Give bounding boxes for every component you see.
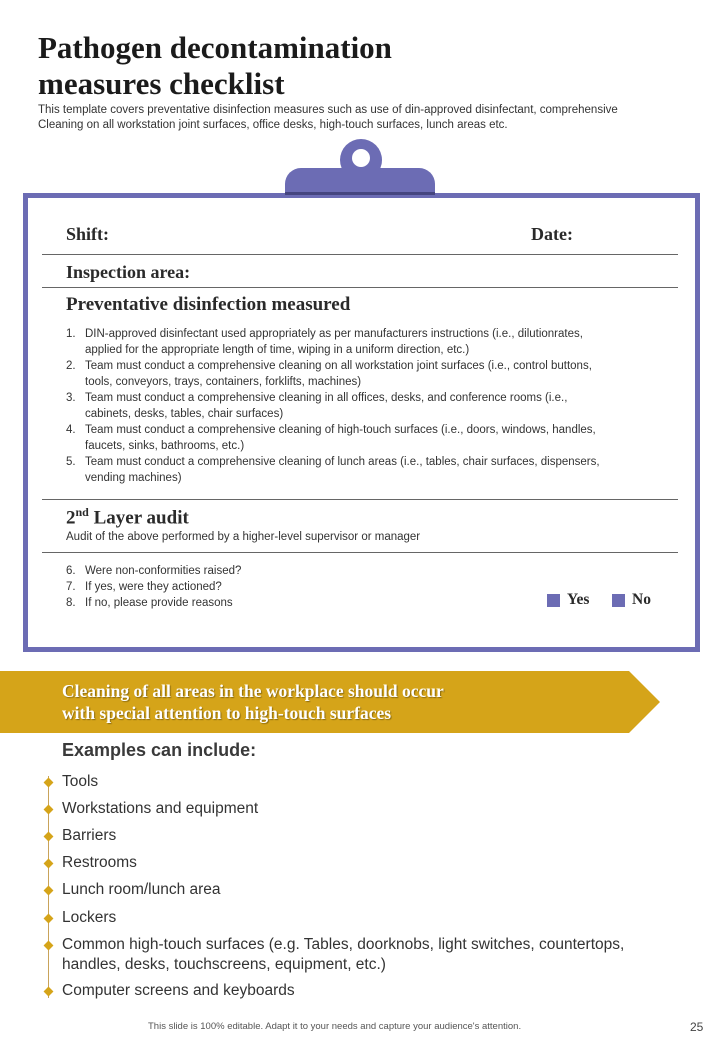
audit-heading-text: Layer audit [88,507,189,529]
audit-heading-number: 2 [66,507,76,529]
item-text: If yes, were they actioned? [85,581,222,593]
item-number: 1. [66,328,76,340]
example-item: Restrooms [62,854,137,871]
item-line: vending machines) [85,472,182,484]
shift-label: Shift: [66,224,110,244]
example-item: Common high-touch surfaces (e.g. Tables, doorknobs, light switches, countertops, handles, desks, touchscreens, equipment, etc.) [62,936,625,973]
item-line: tools, conveyors, trays, containers, forklifts, machines) [85,376,362,388]
diamond-bullet-icon [44,914,54,924]
divider [42,499,678,500]
list-item [66,358,682,390]
audit-description: Audit of the above performed by a higher-level supervisor or manager [66,531,421,543]
list-item [66,595,682,611]
questions-list [66,563,682,611]
item-text: If no, please provide reasons [85,597,233,609]
subtitle-line-2: Cleaning on all workstation joint surfaces, office desks, high-touch surfaces, lunch areas etc. [38,119,508,131]
date-label: Date: [531,224,573,244]
item-line: Team must conduct a comprehensive cleaning of high-touch surfaces (i.e., doors, windows, handles, [85,424,596,436]
item-line: cabinets, desks, tables, chair surfaces) [85,408,284,420]
example-item: Lunch room/lunch area [62,881,221,898]
audit-heading-sup: nd [75,505,89,519]
diamond-bullet-icon [44,778,54,788]
title-line-1: Pathogen decontamination [38,30,392,65]
yes-option[interactable] [547,591,589,609]
item-number: 2. [66,360,76,372]
no-checkbox-icon[interactable] [612,594,625,607]
example-item: Lockers [62,909,117,926]
page-number: 25 [690,1020,704,1034]
item-line: Team must conduct a comprehensive cleaning in all offices, desks, and conference rooms (i.e., [85,392,568,404]
item-text: Were non-conformities raised? [85,565,242,577]
footer-note: This slide is 100% editable. Adapt it to your needs and capture your audience's attention. [148,1021,522,1032]
example-item: Computer screens and keyboards [62,982,295,999]
diamond-bullet-icon [44,805,54,815]
measures-list [66,326,682,486]
item-number: 3. [66,392,76,404]
inspection-area-label: Inspection area: [66,262,191,282]
diamond-bullet-icon [44,832,54,842]
divider [42,254,678,255]
item-text [85,326,583,358]
list-item [66,390,682,422]
banner-line-1: Cleaning of all areas in the workplace should occur [62,681,444,701]
item-line: Team must conduct a comprehensive cleaning of lunch areas (i.e., tables, chair surfaces, dispensers, [85,456,600,468]
item-line: faucets, sinks, bathrooms, etc.) [85,440,245,452]
item-text [85,454,600,486]
no-label: No [632,591,651,608]
item-text [85,390,567,422]
list-item [66,563,682,579]
item-line: DIN-approved disinfectant used appropriately as per manufacturers instructions (i.e., dilutionrates, [85,328,583,340]
list-item [66,422,682,454]
example-item: Barriers [62,827,117,844]
clipboard-clip-edge [285,192,435,195]
audit-heading [66,505,189,529]
no-option[interactable] [612,591,651,609]
banner-text [62,680,622,724]
diamond-bullet-icon [44,941,54,951]
list-item [66,579,682,595]
item-number: 6. [66,565,76,577]
item-line: Team must conduct a comprehensive cleaning on all workstation joint surfaces (i.e., control buttons, [85,360,592,372]
item-number: 5. [66,456,76,468]
yes-checkbox-icon[interactable] [547,594,560,607]
divider [42,552,678,553]
item-number: 8. [66,597,76,609]
title-line-2: measures checklist [38,66,285,101]
yes-label: Yes [567,591,590,608]
page-subtitle [38,103,698,133]
preventative-heading: Preventative disinfection measured [66,294,351,315]
subtitle-line-1: This template covers preventative disinfection measures such as use of din-approved disinfectant, comprehensive [38,104,618,116]
diamond-bullet-icon [44,859,54,869]
page-title [38,30,598,102]
item-number: 7. [66,581,76,593]
clipboard-ring-icon [340,139,382,181]
list-item [66,326,682,358]
diamond-bullet-icon [44,886,54,896]
example-item: Tools [62,773,99,790]
item-number: 4. [66,424,76,436]
item-text [85,422,596,454]
example-item: Workstations and equipment [62,800,259,817]
diamond-bullet-icon [44,987,54,997]
item-line: applied for the appropriate length of time, wiping in a uniform direction, etc.) [85,344,470,356]
examples-heading: Examples can include: [62,740,257,760]
banner-line-2: with special attention to high-touch surfaces [62,703,392,723]
item-text [85,358,592,390]
divider [42,287,678,288]
list-item [66,454,682,486]
